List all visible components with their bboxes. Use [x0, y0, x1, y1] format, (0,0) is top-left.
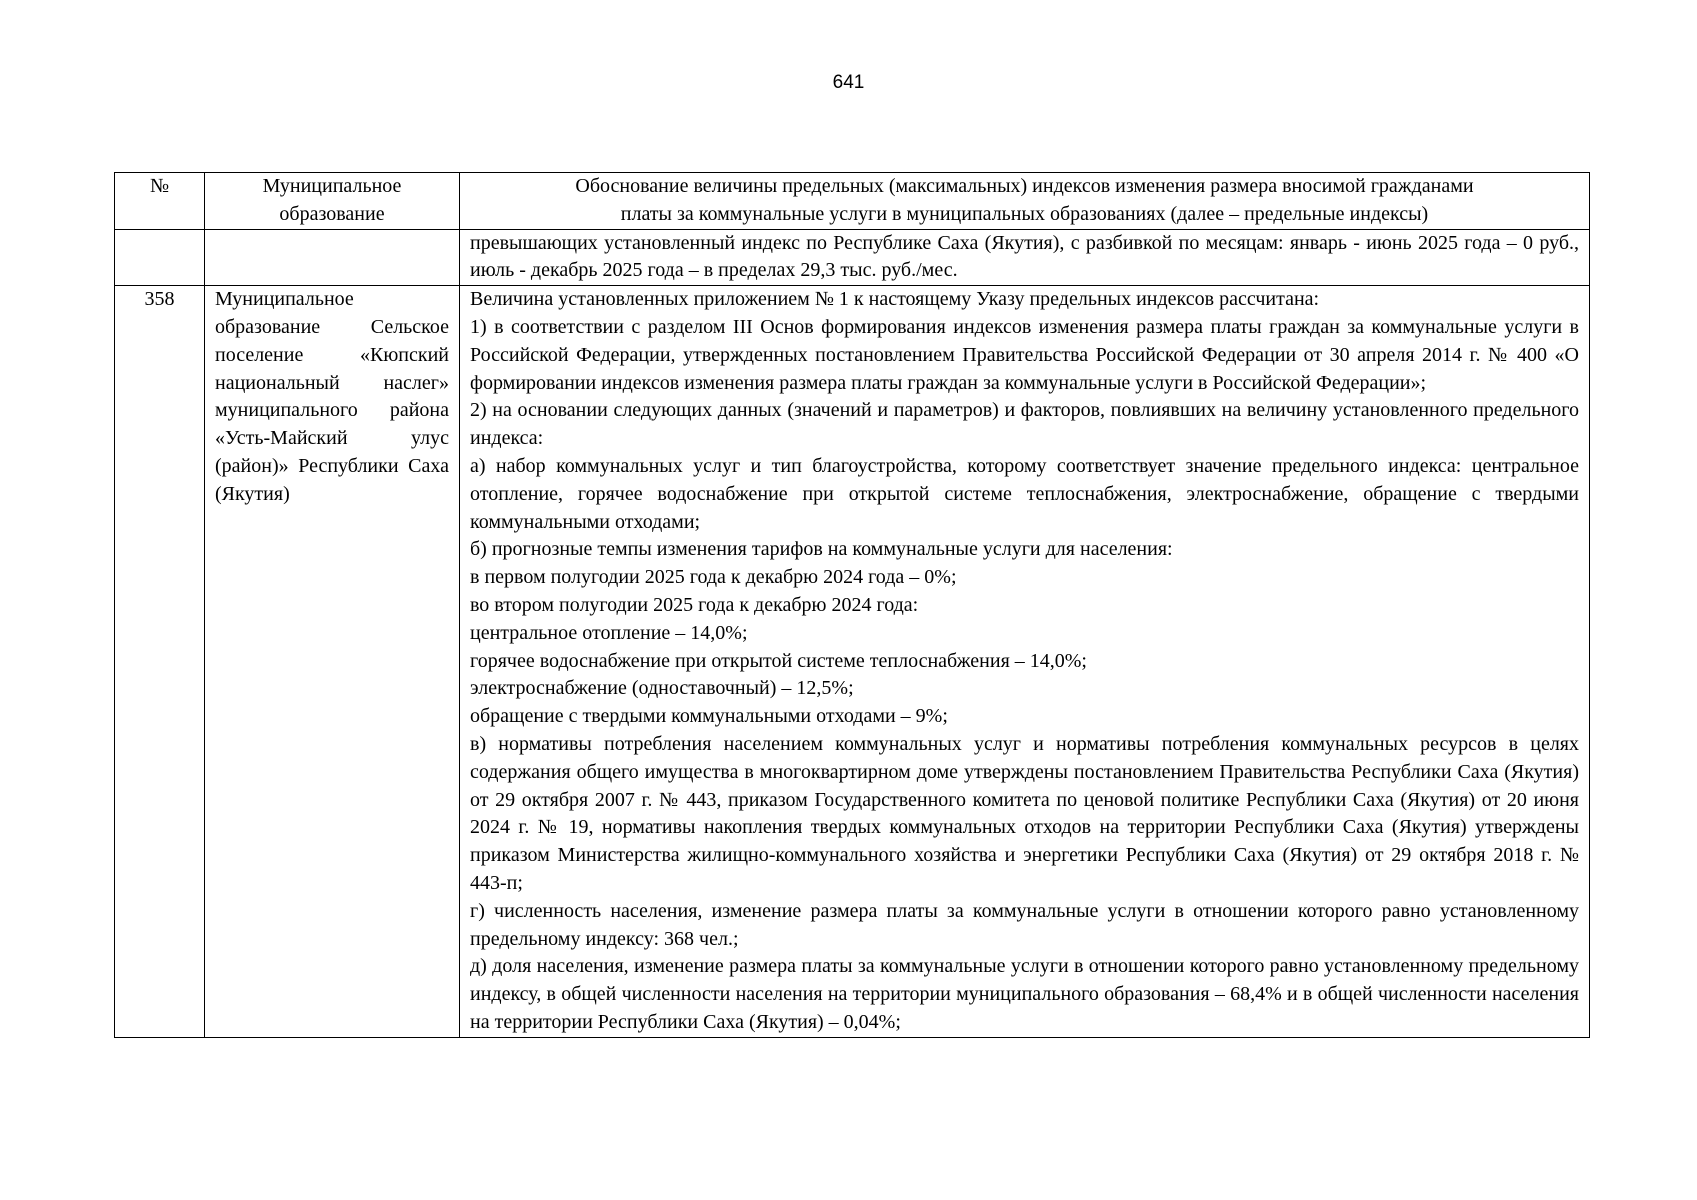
row-number: 358	[115, 286, 205, 1038]
table-row	[115, 286, 1590, 1038]
paragraph-second-half: во втором полугодии 2025 года к декабрю 2024 года:	[470, 593, 919, 616]
paragraph-item-v: в) нормативы потребления населением коммунальных услуг и нормативы потребления коммунальных ресурсов в целях содержания общего имущества в многоквартирном доме утверждены постановлением Правительства Республики Саха (Якутия) от 29 октября 2007 г. № 443, приказом Государственного комитета по ценовой политике Республики Саха (Якутия) от 20 июня 2024 г. № 19, нормативы накопления твердых коммунальных отходов на территории Республики Саха (Якутия) утверждены приказом Министерства жилищно-коммунального хозяйства и энергетики Республики Саха (Якутия) от 29 октября 2018 г. № 443-п;	[470, 732, 1579, 894]
header-justification-line1: Обоснование величины предельных (максимальных) индексов изменения размера вносимой гражданами	[575, 175, 1474, 197]
paragraph-item-g: г) численность населения, изменение размера платы за коммунальные услуги в отношении которого равно установленному предельному индексу: 368 чел.;	[470, 899, 1579, 950]
table-row-continuation	[115, 229, 1590, 286]
paragraph-item-2: 2) на основании следующих данных (значений и параметров) и факторов, повлиявших на величину установленного предельного индекса:	[470, 399, 1579, 450]
paragraph-first-half: в первом полугодии 2025 года к декабрю 2024 года – 0%;	[470, 566, 957, 589]
paragraph-intro: Величина установленных приложением № 1 к настоящему Указу предельных индексов рассчитана:	[470, 288, 1320, 311]
table-header-row	[115, 173, 1590, 230]
header-justification-line2: платы за коммунальные услуги в муниципальных образованиях (далее – предельные индексы)	[620, 202, 1429, 225]
header-number-label: №	[149, 175, 170, 197]
continuation-municipality-cell	[205, 229, 460, 286]
header-justification	[460, 173, 1590, 230]
row-justification	[460, 286, 1590, 1038]
paragraph-heating: центральное отопление – 14,0%;	[470, 621, 748, 644]
continuation-text: превышающих установленный индекс по Республике Саха (Якутия), с разбивкой по месяцам: январь - июнь 2025 года – 0 руб., июль - декабрь 2025 года – в пределах 29,3 тыс. руб./мес.	[460, 229, 1590, 286]
page-number: 641	[832, 72, 865, 93]
header-municipality-line1: Муниципальное	[262, 175, 402, 197]
paragraph-electricity: электроснабжение (одноставочный) – 12,5%;	[470, 677, 854, 700]
row-municipality: Муниципальное образование Сельское поселение «Кюпский национальный наслег» муниципального района «Усть-Майский улус (район)» Республики Саха (Якутия)	[205, 286, 460, 1038]
header-number	[115, 173, 205, 230]
continuation-number-cell	[115, 229, 205, 286]
paragraph-item-a: а) набор коммунальных услуг и тип благоустройства, которому соответствует значение предельного индекса: центральное отопление, горячее водоснабжение при открытой системе теплоснабжения, электроснабжение, обращение с твердыми коммунальными отходами;	[470, 454, 1579, 533]
justification-table	[114, 172, 1590, 1038]
paragraph-hot-water: горячее водоснабжение при открытой системе теплоснабжения – 14,0%;	[470, 649, 1087, 672]
header-municipality	[205, 173, 460, 230]
paragraph-item-1: 1) в соответствии с разделом III Основ формирования индексов изменения размера платы граждан за коммунальные услуги в Российской Федерации, утвержденных постановлением Правительства Российской Федерации от 30 апреля 2014 г. № 400 «О формировании индексов изменения размера платы граждан за коммунальные услуги в Российской Федерации»;	[470, 315, 1579, 394]
paragraph-item-b: б) прогнозные темпы изменения тарифов на коммунальные услуги для населения:	[470, 538, 1173, 561]
paragraph-waste: обращение с твердыми коммунальными отходами – 9%;	[470, 705, 948, 728]
paragraph-item-d: д) доля населения, изменение размера платы за коммунальные услуги в отношении которого равно установленному предельному индексу, в общей численности населения на территории муниципального образования – 68,4% и в общей численности населения на территории Республики Саха (Якутия) – 0,04%;	[470, 955, 1579, 1033]
header-municipality-line2: образование	[279, 202, 385, 225]
